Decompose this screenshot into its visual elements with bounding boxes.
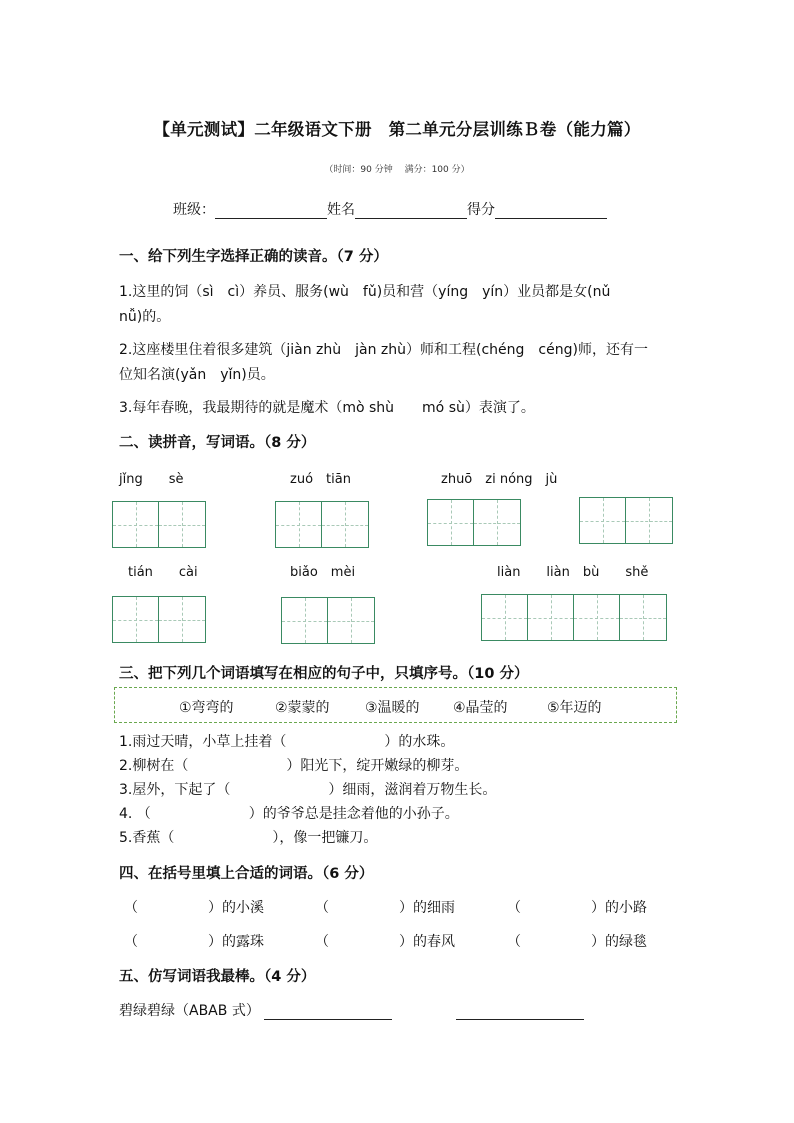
s4-item: （ ）的小路 xyxy=(507,900,647,916)
score-field[interactable] xyxy=(495,203,607,219)
class-label: 班级： xyxy=(173,202,215,218)
section1-heading: 一、给下列生字选择正确的读音。（7 分） xyxy=(119,249,388,265)
s4-item: （ ）的露珠 xyxy=(124,934,264,950)
s5-example: 碧绿碧绿（ABAB 式） xyxy=(119,1003,260,1019)
pinyin-biaomei: biǎo mèi xyxy=(290,565,356,580)
q2-line2: 位知名演(yǎn yǐn)员。 xyxy=(119,367,275,383)
section3-heading: 三、把下列几个词语填写在相应的句子中，只填序号。（10 分） xyxy=(119,666,529,682)
q2-line1: 2.这座楼里住着很多建筑（jiàn zhù jàn zhù）师和工程(chéng céng)师，还有一 xyxy=(119,342,648,358)
student-info-row xyxy=(173,199,607,219)
word-option: ②蒙蒙的 xyxy=(275,700,330,716)
section2-heading: 二、读拼音，写词语。（8 分） xyxy=(119,435,316,451)
writing-grid[interactable] xyxy=(579,497,673,544)
writing-grid[interactable] xyxy=(275,501,369,548)
s5-example-row xyxy=(119,1000,584,1020)
pinyin-lianlianbushe: liàn liàn bù shě xyxy=(497,565,649,580)
q1-line1: 1.这里的饲（sì cì）养员、服务(wù fǔ)员和营（yíng yín）业员都是女(nǔ xyxy=(119,284,611,300)
page-title: 【单元测试】二年级语文下册 第二单元分层训练Ｂ卷（能力篇） xyxy=(153,120,641,139)
writing-grid[interactable] xyxy=(112,596,206,643)
answer-line[interactable] xyxy=(264,1004,392,1020)
word-bank-box xyxy=(114,687,677,723)
s3-sentence-2: 2.柳树在（ ）阳光下，绽开嫩绿的柳芽。 xyxy=(119,758,469,774)
pinyin-tiancai: tián cài xyxy=(128,565,198,580)
writing-grid-four[interactable] xyxy=(481,594,667,641)
name-field[interactable] xyxy=(355,203,467,219)
word-option: ⑤年迈的 xyxy=(547,700,602,716)
section4-heading: 四、在括号里填上合适的词语。（6 分） xyxy=(119,866,374,882)
s4-item: （ ）的绿毯 xyxy=(507,934,647,950)
writing-grid[interactable] xyxy=(427,499,521,546)
word-option: ①弯弯的 xyxy=(179,700,234,716)
writing-grid[interactable] xyxy=(281,597,375,644)
exam-time-info: （时间：90 分钟 满分：100 分） xyxy=(324,165,470,175)
name-label: 姓名 xyxy=(327,202,355,218)
s4-item: （ ）的细雨 xyxy=(315,900,455,916)
s4-item: （ ）的春风 xyxy=(315,934,455,950)
pinyin-zuotian: zuó tiān xyxy=(290,472,351,487)
s3-sentence-3: 3.屋外，下起了（ ）细雨，滋润着万物生长。 xyxy=(119,782,497,798)
s3-sentence-1: 1.雨过天晴，小草上挂着（ ）的水珠。 xyxy=(119,734,455,750)
answer-line[interactable] xyxy=(456,1004,584,1020)
q3-line: 3.每年春晚，我最期待的就是魔术（mò shù mó sù）表演了。 xyxy=(119,400,535,416)
s3-sentence-5: 5.香蕉（ ），像一把镰刀。 xyxy=(119,830,378,846)
s4-item: （ ）的小溪 xyxy=(124,900,264,916)
word-option: ④晶莹的 xyxy=(453,700,508,716)
score-label: 得分 xyxy=(467,202,495,218)
section5-heading: 五、仿写词语我最棒。（4 分） xyxy=(119,969,316,985)
q1-line2: nǚ)的。 xyxy=(119,309,171,325)
word-option: ③温暖的 xyxy=(365,700,420,716)
s3-sentence-4: 4. （ ）的爷爷总是挂念着他的小孙子。 xyxy=(119,806,459,822)
class-field[interactable] xyxy=(215,203,327,219)
pinyin-jingse: jǐng sè xyxy=(119,472,184,487)
pinyin-zhuozinongju: zhuō zi nóng jù xyxy=(441,472,558,487)
writing-grid[interactable] xyxy=(112,501,206,548)
